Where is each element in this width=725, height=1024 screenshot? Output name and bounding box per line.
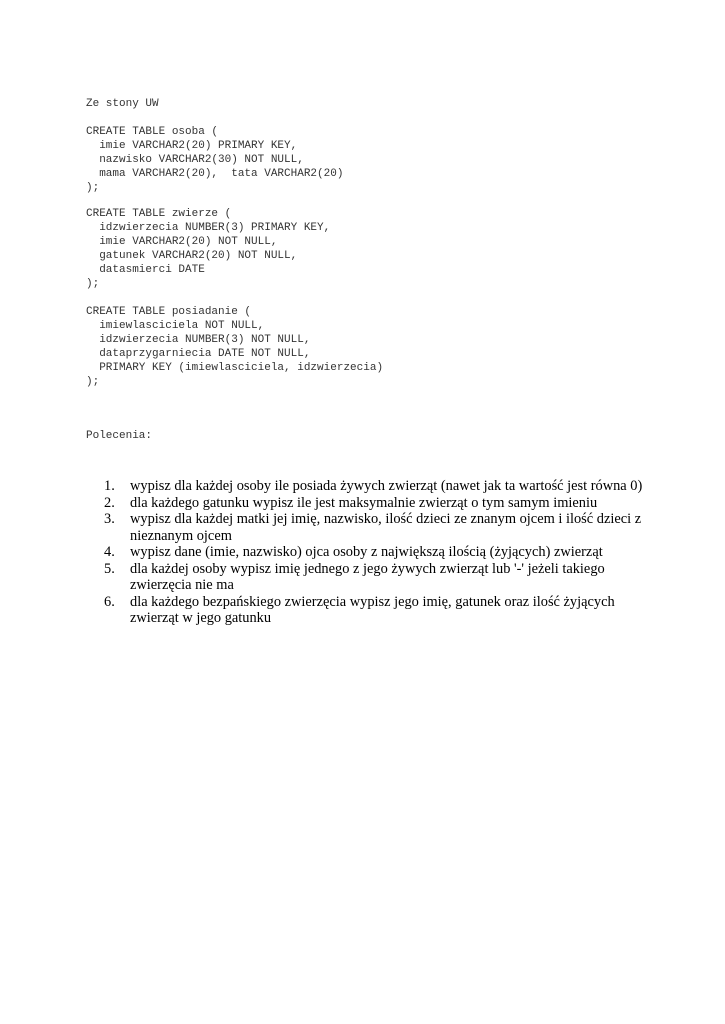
task-item <box>104 561 644 594</box>
code-block-create-table-zwierze: CREATE TABLE zwierze ( idzwierzecia NUMBER(3) PRIMARY KEY, imie VARCHAR2(20) NOT NULL, gatunek VARCHAR2(20) NOT NULL, datasmierci DATE ); <box>86 208 331 290</box>
task-item <box>104 594 644 627</box>
source-note: Ze stony UW <box>86 98 159 110</box>
code-block-create-table-osoba: CREATE TABLE osoba ( imie VARCHAR2(20) PRIMARY KEY, nazwisko VARCHAR2(30) NOT NULL, mama VARCHAR2(20), tata VARCHAR2(20) ); <box>86 126 344 194</box>
task-text: dla każdego gatunku wypisz ile jest maksymalnie zwierząt o tym samym imieniu <box>130 494 598 511</box>
task-item <box>104 544 644 561</box>
task-number: 4. <box>104 544 115 560</box>
task-number: 1. <box>104 478 115 494</box>
task-text: wypisz dla każdej matki jej imię, nazwisko, ilość dzieci ze znanym ojcem i ilość dzieci z nieznanym ojcem <box>130 511 642 544</box>
task-item <box>104 511 644 544</box>
task-item <box>104 478 644 495</box>
task-number: 2. <box>104 494 115 511</box>
task-number: 5. <box>104 560 115 577</box>
task-item <box>104 495 644 512</box>
task-text: dla każdej osoby wypisz imię jednego z jego żywych zwierząt lub '-' jeżeli takiego zwierzęcia nie ma <box>130 560 605 593</box>
code-block-create-table-posiadanie: CREATE TABLE posiadanie ( imiewlasciciela NOT NULL, idzwierzecia NUMBER(3) NOT NULL, dataprzygarniecia DATE NOT NULL, PRIMARY KEY (imiewlasciciela, idzwierzecia) ); <box>86 306 384 388</box>
task-text: wypisz dla każdej osoby ile posiada żywych zwierząt (nawet jak ta wartość jest równa 0) <box>130 478 643 494</box>
task-text: dla każdego bezpańskiego zwierzęcia wypisz jego imię, gatunek oraz ilość żyjących zwierząt w jego gatunku <box>130 593 615 626</box>
task-text: wypisz dane (imie, nazwisko) ojca osoby z największą ilością (żyjących) zwierząt <box>130 544 603 560</box>
tasks-list <box>104 478 644 627</box>
task-number: 6. <box>104 593 115 610</box>
tasks-heading: Polecenia: <box>86 430 153 442</box>
task-number: 3. <box>104 511 115 527</box>
